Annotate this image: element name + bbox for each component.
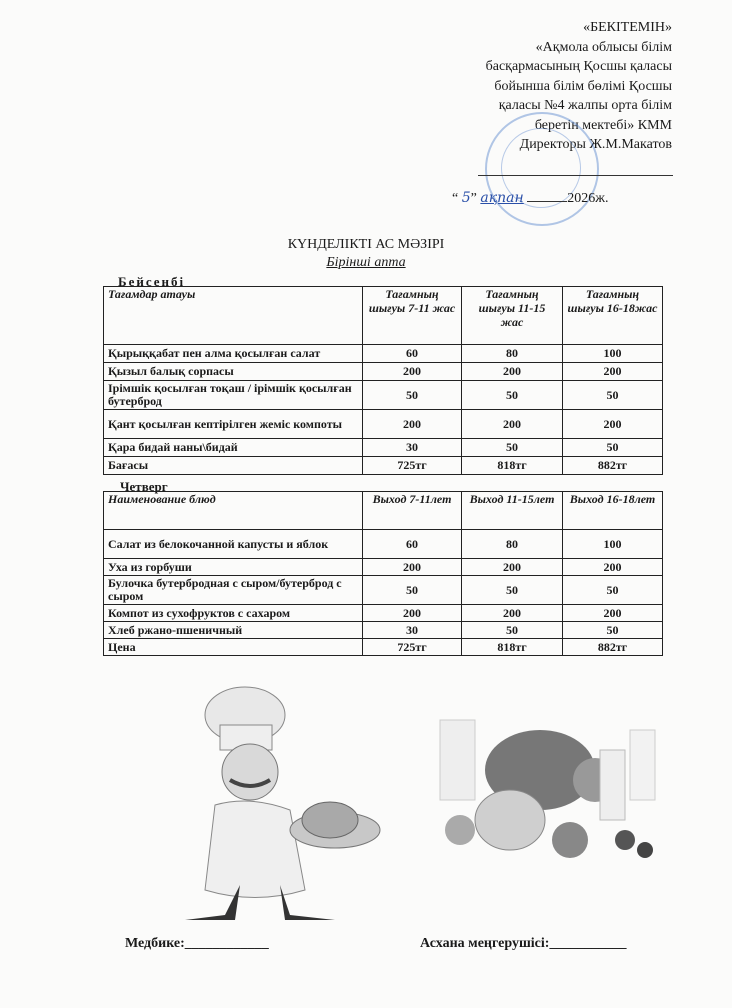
dish-name: Уха из горбуши	[104, 559, 363, 576]
portion: 50	[563, 381, 663, 410]
portion: 100	[563, 530, 663, 559]
portion: 50	[462, 622, 563, 639]
school-stamp	[485, 112, 599, 226]
week-subtitle: Бірінші апта	[326, 255, 406, 270]
dish-name: Қызыл балық сорпасы	[104, 363, 363, 381]
dish-name: Компот из сухофруктов с сахаром	[104, 605, 363, 622]
food-illustration	[420, 700, 670, 910]
portion: 50	[363, 576, 462, 605]
portion: 200	[363, 410, 462, 439]
price-label: Бағасы	[104, 457, 363, 475]
page-title: КҮНДЕЛІКТІ АС МӘЗІРІ	[287, 237, 445, 252]
portion: 100	[563, 345, 663, 363]
portion: 50	[462, 576, 563, 605]
price: 882тг	[563, 457, 663, 475]
portion: 200	[363, 605, 462, 622]
price: 818тг	[462, 639, 563, 656]
table-row	[104, 605, 663, 622]
ru-menu-table	[103, 491, 663, 656]
date-underline	[527, 201, 567, 202]
approval-line: бойынша білім бөлімі Қосшы	[494, 78, 672, 94]
table-row	[104, 381, 663, 410]
header-age-2: Тағамның шығуы 11-15 жас	[462, 287, 563, 345]
chef-illustration	[170, 680, 400, 930]
portion: 200	[363, 363, 462, 381]
portion: 200	[462, 605, 563, 622]
price: 725тг	[363, 457, 462, 475]
approval-date	[452, 190, 608, 207]
date-quote-open: “	[452, 191, 459, 206]
table-row	[104, 410, 663, 439]
approval-line: басқармасының Қосшы қаласы	[485, 59, 672, 74]
portion: 200	[563, 605, 663, 622]
table-row	[104, 576, 663, 605]
dish-name: Хлеб ржано-пшеничный	[104, 622, 363, 639]
portion: 30	[363, 439, 462, 457]
table-row	[104, 363, 663, 381]
header-age-3: Тағамның шығуы 16-18жас	[563, 287, 663, 345]
dish-name: Булочка бутербродная с сыром/бутерброд с сыром	[104, 576, 363, 605]
dish-name: Қант қосылған кептірілген жеміс компоты	[104, 410, 363, 439]
portion: 50	[563, 439, 663, 457]
date-month: ақпан	[480, 190, 524, 206]
portion: 50	[363, 381, 462, 410]
table-header-row	[104, 287, 663, 345]
header-age-3: Выход 16-18лет	[563, 492, 663, 530]
price: 818тг	[462, 457, 563, 475]
portion: 200	[563, 410, 663, 439]
portion: 80	[462, 530, 563, 559]
date-year: 2026ж.	[567, 191, 609, 206]
table-row	[104, 345, 663, 363]
portion: 200	[462, 559, 563, 576]
signature-line	[478, 175, 673, 176]
portion: 80	[462, 345, 563, 363]
portion: 50	[563, 576, 663, 605]
table-row	[104, 559, 663, 576]
day-label-ru: Четверг	[120, 479, 168, 494]
date-day: 5	[461, 190, 471, 206]
portion: 50	[462, 381, 563, 410]
portion: 200	[462, 363, 563, 381]
day-label-kz: Бейсенбі	[118, 274, 186, 289]
portion: 60	[363, 345, 462, 363]
approval-line: Директоры Ж.М.Макатов	[519, 137, 672, 152]
dish-name: Салат из белокочанной капусты и яблок	[104, 530, 363, 559]
price-row	[104, 457, 663, 475]
price-label: Цена	[104, 639, 363, 656]
dish-name: Қара бидай наны\бидай	[104, 439, 363, 457]
table-row	[104, 622, 663, 639]
price: 882тг	[563, 639, 663, 656]
dish-name: Қырыққабат пен алма қосылған салат	[104, 345, 363, 363]
price-row	[104, 639, 663, 656]
approval-line: қаласы №4 жалпы орта білім	[498, 98, 672, 113]
table-header-row	[104, 492, 663, 530]
portion: 200	[563, 559, 663, 576]
dish-name: Ірімшік қосылған тоқаш / ірімшік қосылған бутерброд	[104, 381, 363, 410]
header-age-2: Выход 11-15лет	[462, 492, 563, 530]
nurse-signature: Медбике:____________	[125, 936, 269, 951]
header-dish: Тағамдар атауы	[104, 287, 363, 345]
portion: 60	[363, 530, 462, 559]
table-row	[104, 439, 663, 457]
table-row	[104, 530, 663, 559]
price: 725тг	[363, 639, 462, 656]
illustrations	[130, 680, 670, 930]
canteen-head-signature: Асхана меңгерушісі:___________	[420, 936, 627, 951]
portion: 200	[363, 559, 462, 576]
approval-line: «Ақмола облысы білім	[535, 39, 672, 55]
header-dish: Наименование блюд	[104, 492, 363, 530]
portion: 200	[563, 363, 663, 381]
portion: 200	[462, 410, 563, 439]
approval-line: «БЕКІТЕМІН»	[583, 20, 672, 35]
approval-line: беретін мектебі» КММ	[534, 117, 672, 133]
kz-menu-table	[103, 286, 663, 475]
portion: 50	[563, 622, 663, 639]
portion: 50	[462, 439, 563, 457]
header-age-1: Тағамның шығуы 7-11 жас	[363, 287, 462, 345]
header-age-1: Выход 7-11лет	[363, 492, 462, 530]
portion: 30	[363, 622, 462, 639]
date-quote-close: ”	[470, 191, 477, 206]
